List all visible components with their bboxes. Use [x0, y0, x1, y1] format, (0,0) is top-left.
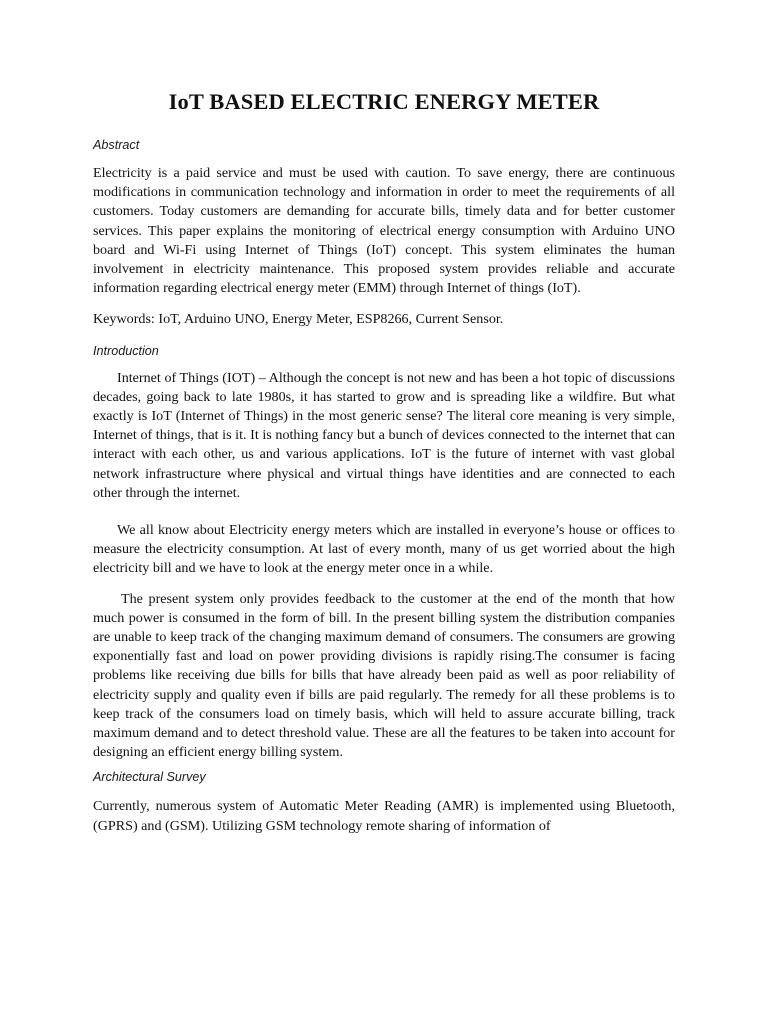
introduction-heading: Introduction: [93, 343, 159, 358]
architectural-survey-heading: Architectural Survey: [93, 770, 206, 785]
abstract-heading: Abstract: [93, 138, 140, 152]
document-title: IoT BASED ELECTRIC ENERGY METER: [168, 89, 600, 114]
introduction-paragraph-2: We all know about Electricity energy meters which are installed in everyone’s house or offices to measure the electricity consumption. At last of every month, many of us get worried about the high electricity bill and we have to look at the energy meter once in a while.: [93, 522, 675, 577]
introduction-paragraph-1: Internet of Things (IOT) – Although the concept is not new and has been a hot topic of discussions decades, going back to late 1980s, it has started to grow and is spreading like a wildfire. But what exactly is IoT (Internet of Things) in the most generic sense? The literal core meaning is very simple, Internet of things, that is it. It is nothing fancy but a bunch of devices connected to the internet that can interact with each other, us and various applications. IoT is the future of internet with vast global network infrastructure where physical and virtual things have identities and are connected to each other through the internet.: [93, 369, 675, 501]
architectural-survey-paragraph: Currently, numerous system of Automatic Meter Reading (AMR) is implemented using Bluetooth, (GPRS) and (GSM). Utilizing GSM technology remote sharing of information of: [93, 798, 675, 834]
document-page: [93, 88, 675, 836]
introduction-paragraph-3: The present system only provides feedback to the customer at the end of the month that how much power is consumed in the form of bill. In the present billing system the distribution companies are unable to keep track of the changing maximum demand of consumers. The consumers are growing exponentially fast and load on power providing divisions is rapidly rising.The consumer is facing problems like receiving due bills for bills that have already been paid as well as poor reliability of electricity supply and quality even if bills are paid regularly. The remedy for all these problems is to keep track of the consumers load on timely basis, which will held to assure accurate billing, track maximum demand and to detect threshold value. These are all the features to be taken into account for designing an efficient energy billing system.: [93, 590, 675, 761]
abstract-paragraph: Electricity is a paid service and must be used with caution. To save energy, there are continuous modifications in communication technology and information in order to meet the requirements of all customers. Today customers are demanding for accurate bills, timely data and for better customer services. This paper explains the monitoring of electrical energy consumption with Arduino UNO board and Wi-Fi using Internet of Things (IoT) concept. This system eliminates the human involvement in electricity maintenance. This proposed system provides reliable and accurate information regarding electrical energy meter (EMM) through Internet of things (IoT).: [93, 165, 675, 297]
keywords-line: Keywords: IoT, Arduino UNO, Energy Meter, ESP8266, Current Sensor.: [93, 311, 504, 328]
